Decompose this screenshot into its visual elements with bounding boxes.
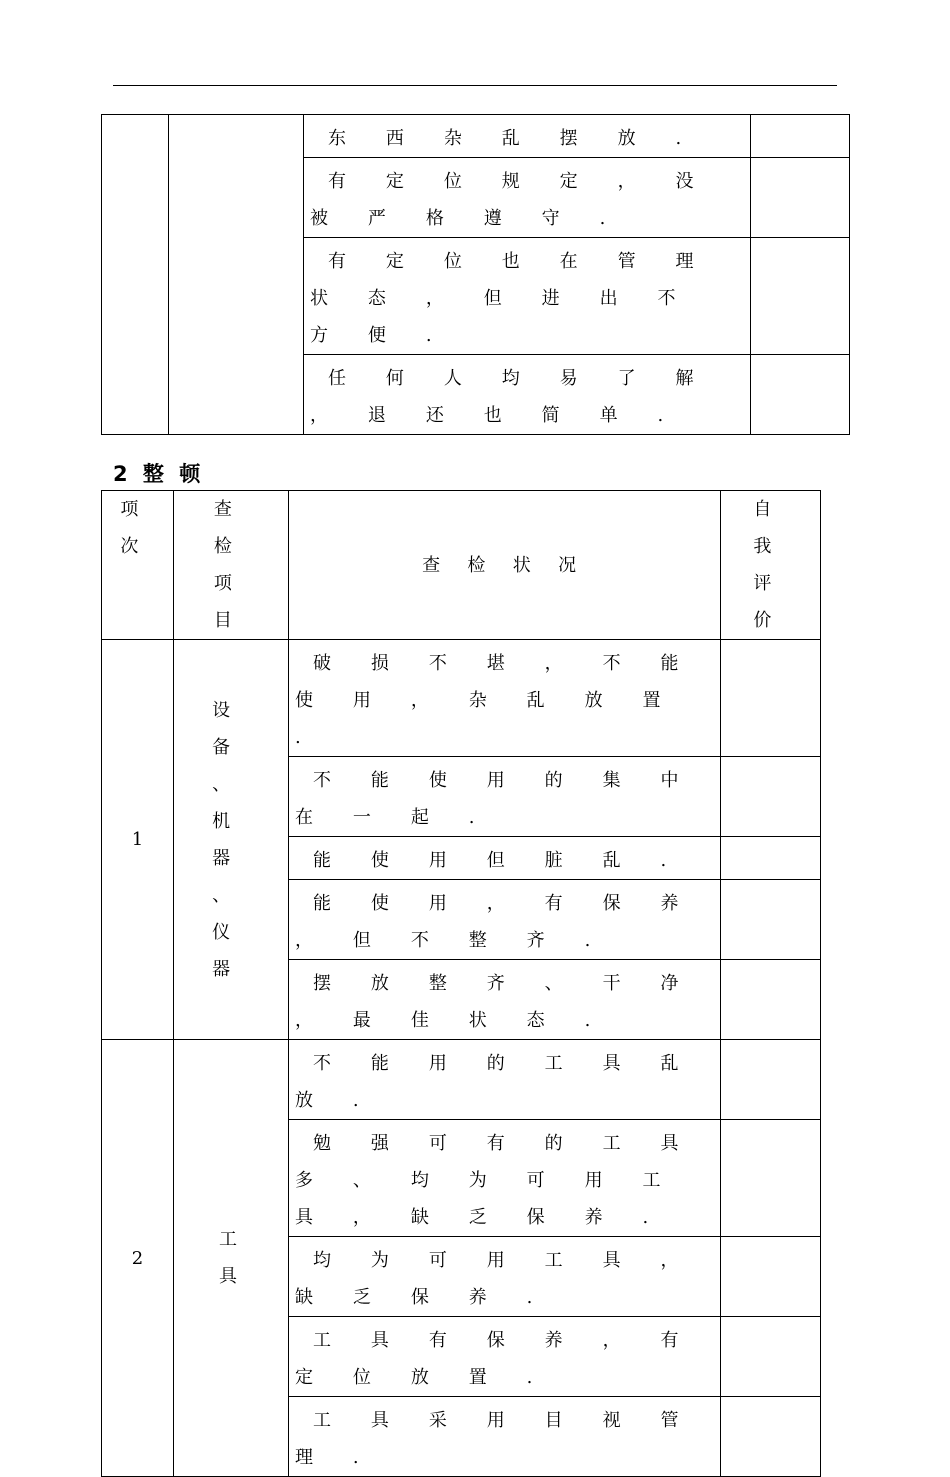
self-eval-cell[interactable] bbox=[721, 757, 821, 837]
header-rule bbox=[113, 85, 837, 86]
self-eval-cell[interactable] bbox=[751, 115, 850, 158]
condition-text: 摆 放 整 齐 、 干 净 ， 最 佳 状 态 . bbox=[295, 973, 696, 1031]
self-eval-cell[interactable] bbox=[721, 1120, 821, 1237]
self-eval-cell[interactable] bbox=[751, 238, 850, 355]
condition-text: 东 西 杂 乱 摆 放 . bbox=[328, 128, 699, 149]
continued-condition-cell bbox=[304, 158, 751, 238]
group-index: 1 bbox=[102, 640, 174, 1040]
condition-cell bbox=[289, 1040, 721, 1120]
condition-text: 有 定 位 也 在 管 理 状 态 ， 但 进 出 不 方 便 . bbox=[310, 251, 711, 346]
self-eval-cell[interactable] bbox=[721, 880, 821, 960]
condition-cell bbox=[289, 837, 721, 880]
condition-cell bbox=[289, 640, 721, 757]
self-eval-cell[interactable] bbox=[721, 1040, 821, 1120]
self-eval-cell[interactable] bbox=[721, 960, 821, 1040]
continued-table bbox=[101, 114, 850, 435]
condition-cell bbox=[289, 880, 721, 960]
condition-text: 有 定 位 规 定 ， 没 被 严 格 遵 守 . bbox=[310, 171, 711, 229]
self-eval-cell[interactable] bbox=[721, 1317, 821, 1397]
continued-condition-cell bbox=[304, 238, 751, 355]
condition-cell bbox=[289, 1397, 721, 1477]
table-header-row bbox=[102, 491, 821, 640]
continued-condition-cell bbox=[304, 355, 751, 435]
header-condition: 查 检 状 况 bbox=[289, 491, 721, 640]
condition-text: 破 损 不 堪 ， 不 能 使 用 ， 杂 乱 放 置 . bbox=[295, 653, 696, 748]
header-item: 查 检 项 目 bbox=[174, 491, 289, 640]
condition-text: 工 具 采 用 目 视 管 理 . bbox=[295, 1410, 696, 1468]
condition-text: 均 为 可 用 工 具 ， 缺 乏 保 养 . bbox=[295, 1250, 696, 1308]
section-title: 2 整 顿 bbox=[113, 462, 205, 486]
group-item: 设 备 、 机 器 、 仪 器 bbox=[174, 640, 289, 1040]
header-index: 项 次 bbox=[102, 491, 174, 640]
condition-text: 工 具 有 保 养 ， 有 定 位 放 置 . bbox=[295, 1330, 696, 1388]
condition-cell bbox=[289, 960, 721, 1040]
condition-text: 能 使 用 ， 有 保 养 ， 但 不 整 齐 . bbox=[295, 893, 696, 951]
condition-text: 任 何 人 均 易 了 解 ， 退 还 也 简 单 . bbox=[310, 368, 711, 426]
self-eval-cell[interactable] bbox=[721, 837, 821, 880]
condition-cell bbox=[289, 1237, 721, 1317]
header-self-eval: 自 我 评 价 bbox=[721, 491, 821, 640]
self-eval-cell[interactable] bbox=[721, 640, 821, 757]
continued-item-cell bbox=[169, 115, 304, 435]
condition-cell bbox=[289, 1120, 721, 1237]
table-row bbox=[102, 1040, 821, 1120]
group-index: 2 bbox=[102, 1040, 174, 1477]
condition-text: 勉 强 可 有 的 工 具 多 、 均 为 可 用 工 具 ， 缺 乏 保 养 . bbox=[295, 1133, 696, 1228]
self-eval-cell[interactable] bbox=[721, 1397, 821, 1477]
condition-text: 能 使 用 但 脏 乱 . bbox=[313, 850, 684, 871]
continued-index-cell bbox=[102, 115, 169, 435]
self-eval-cell[interactable] bbox=[751, 355, 850, 435]
condition-text: 不 能 用 的 工 具 乱 放 . bbox=[295, 1053, 696, 1111]
self-eval-cell[interactable] bbox=[721, 1237, 821, 1317]
condition-text: 不 能 使 用 的 集 中 在 一 起 . bbox=[295, 770, 696, 828]
group-item: 工 具 bbox=[174, 1040, 289, 1477]
table-row bbox=[102, 640, 821, 757]
inspection-table bbox=[101, 490, 821, 1477]
self-eval-cell[interactable] bbox=[751, 158, 850, 238]
continued-condition-cell bbox=[304, 115, 751, 158]
condition-cell bbox=[289, 757, 721, 837]
condition-cell bbox=[289, 1317, 721, 1397]
